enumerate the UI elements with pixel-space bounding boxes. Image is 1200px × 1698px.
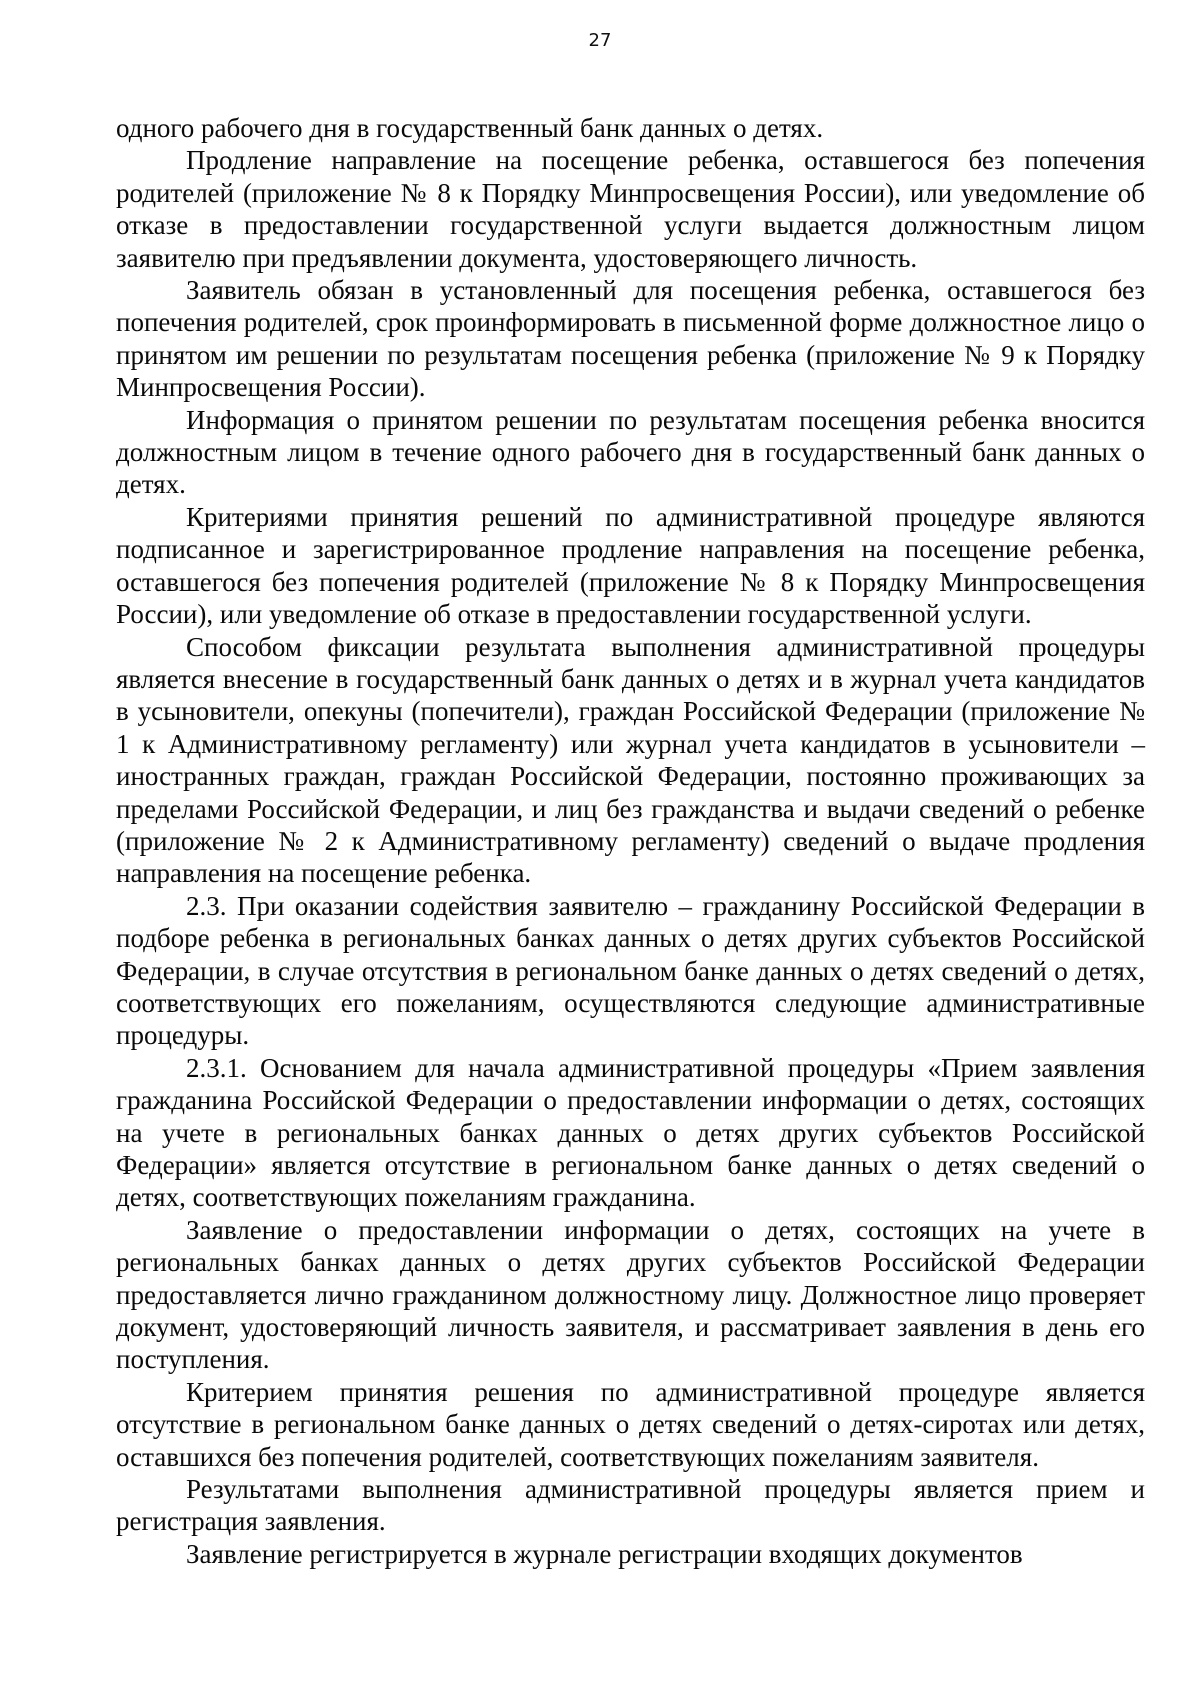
page-number: 27 bbox=[588, 30, 612, 51]
paragraph-applicant-obligation: Заявитель обязан в установленный для посещения ребенка, оставшегося без попечения родителей, срок проинформировать в письменной форме должностное лицо о принятом им решении по результатам посещения ребенка (приложение № 9 к Порядку Минпросвещения России). bbox=[116, 275, 1145, 403]
paragraph-extension-issuance: Продление направление на посещение ребенка, оставшегося без попечения родителей (приложение № 8 к Порядку Минпросвещения России), или уведомление об отказе в предоставлении государственной услуги выдается должностным лицом заявителю при предъявлении документа, удостоверяющего личность. bbox=[116, 145, 1145, 273]
paragraph-results: Результатами выполнения административной процедуры является прием и регистрация заявления. bbox=[116, 1474, 1145, 1537]
paragraph-criterion: Критерием принятия решения по административной процедуре является отсутствие в региональном банке данных о детях сведений о детях-сиротах или детях, оставшихся без попечения родителей, соответствующих пожеланиям заявителя. bbox=[116, 1376, 1145, 1472]
paragraph-decision-entry: Информация о принятом решении по результатам посещения ребенка вносится должностным лицом в течение одного рабочего дня в государственный банк данных о детях. bbox=[116, 404, 1145, 500]
paragraph-application-submission: Заявление о предоставлении информации о детях, состоящих на учете в региональных банках данных о детях других субъектов Российской Федерации предоставляется лично гражданином должностному лицу. Должностное лицо проверяет документ, удостоверяющий личность заявителя, и рассматривает заявления в день его поступления. bbox=[116, 1214, 1145, 1375]
paragraph-result-recording: Способом фиксации результата выполнения административной процедуры является внесение в государственный банк данных о детях и в журнал учета кандидатов в усыновители, опекуны (попечители), граждан Российской Федерации (приложение № 1 к Административному регламенту) или журнал учета кандидатов в усыновители – иностранных граждан, граждан Российской Федерации, постоянно проживающих за пределами Российской Федерации, и лиц без гражданства и выдачи сведений о ребенке (приложение № 2 к Административному регламенту) сведений о выдаче продления направления на посещение ребенка. bbox=[116, 631, 1145, 889]
paragraph-section-2-3: 2.3. При оказании содействия заявителю – гражданину Российской Федерации в подборе ребенка в региональных банках данных о детях других субъектов Российской Федерации, в случае отсутствия в региональном банке данных о детях сведений о детях, соответствующих его пожеланиям, осуществляются следующие административные процедуры. bbox=[116, 890, 1145, 1051]
paragraph-decision-criteria: Критериями принятия решений по административной процедуре являются подписанное и зарегистрированное продление направления на посещение ребенка, оставшегося без попечения родителей (приложение № 8 к Порядку Минпросвещения России), или уведомление об отказе в предоставлении государственной услуги. bbox=[116, 501, 1145, 630]
paragraph-continuation: одного рабочего дня в государственный банк данных о детях. bbox=[116, 113, 824, 143]
paragraph-section-2-3-1: 2.3.1. Основанием для начала административной процедуры «Прием заявления гражданина Российской Федерации о предоставлении информации о детях, состоящих на учете в региональных банках данных о детях других субъектов Российской Федерации» является отсутствие в региональном банке данных о детях сведений о детях, соответствующих пожеланиям гражданина. bbox=[116, 1052, 1145, 1213]
document-body bbox=[116, 112, 1145, 1570]
paragraph-registration: Заявление регистрируется в журнале регистрации входящих документов bbox=[186, 1538, 1023, 1569]
